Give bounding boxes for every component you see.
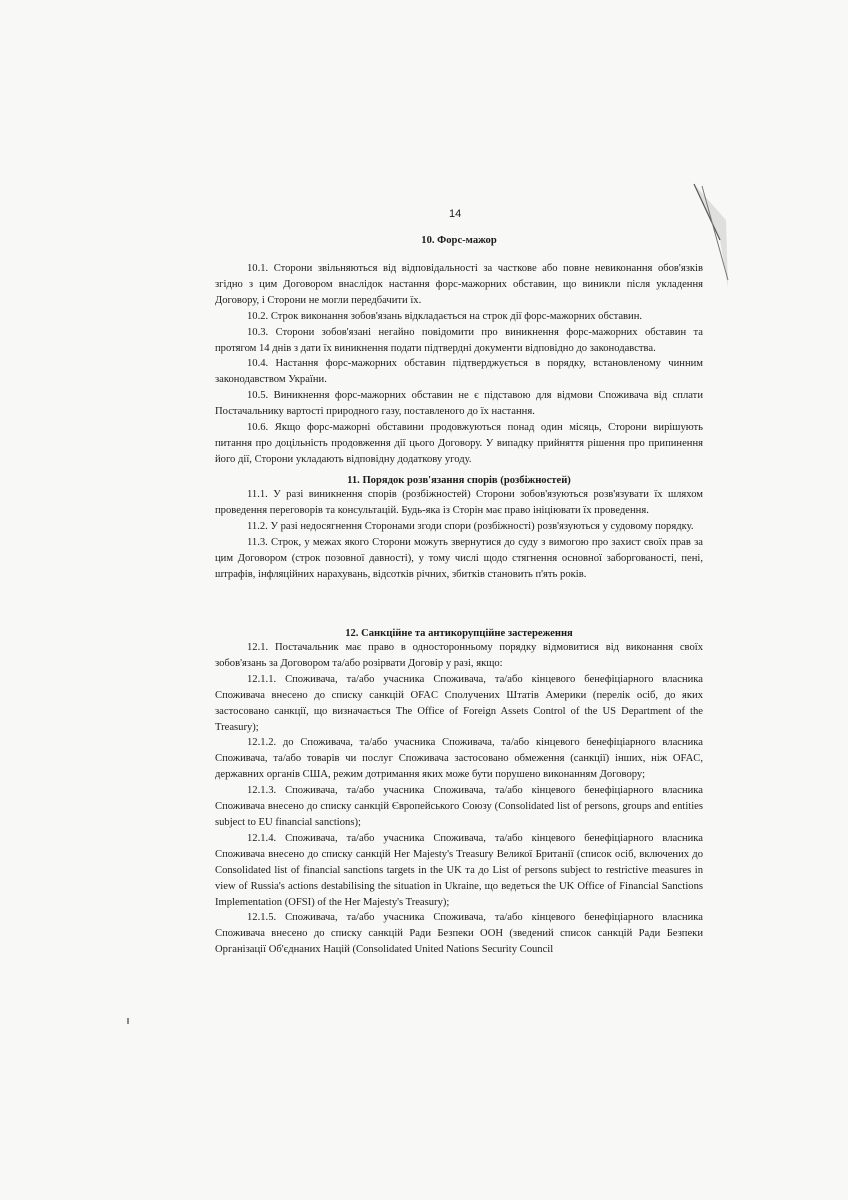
paragraph-10-3: 10.3. Сторони зобов'язані негайно повідомити про виникнення форс-мажорних обставин та протягом 14 днів з дати їх виникнення подати підтвердні документи відповідно до законодавства. — [215, 326, 703, 354]
scan-mark — [127, 1018, 129, 1024]
paragraph-11-2: 11.2. У разі недосягнення Сторонами згоди спори (розбіжності) розв'язуються у судовому порядку. — [247, 520, 694, 532]
section-11-heading: 11. Порядок розв'язання спорів (розбіжностей) — [347, 475, 571, 486]
paragraph-10-2: 10.2. Строк виконання зобов'язань відкладається на строк дії форс-мажорних обставин. — [247, 310, 643, 322]
paragraph-10-5: 10.5. Виникнення форс-мажорних обставин не є підставою для відмови Споживача від сплати Постачальнику вартості природного газу, поставленого до їх настання. — [215, 390, 703, 418]
paragraph-12-1: 12.1. Постачальник має право в односторонньому порядку відмовитися від виконання своїх зобов'язань за Договором та/або розірвати Договір у разі, якщо: — [215, 642, 703, 669]
section-12-heading: 12. Санкційне та антикорупційне застереження — [345, 628, 573, 639]
paragraph-12-1-5: 12.1.5. Споживача, та/або учасника Споживача, та/або кінцевого бенефіціарного власника Споживача внесено до списку санкцій Ради Безпеки ООН (зведений список санкцій Ради Безпеки Організації Об'єднаних Націй (Consolidated United Nations Security Council — [215, 912, 703, 956]
paragraph-12-1-2: 12.1.2. до Споживача, та/або учасника Споживача, та/або кінцевого бенефіціарного власника Споживача, та/або товарів чи послуг Споживача застосовано обмеження (санкції) інших, ніж OFAC, державних органів США, режим дотримання яких може бути порушено виконанням Договору; — [215, 737, 703, 781]
paragraph-12-1-1: 12.1.1. Споживача, та/або учасника Споживача, та/або кінцевого бенефіціарного власника Споживача внесено до списку санкцій OFAC Сполучених Штатів Америки (перелік осіб, до яких застосовано санкції, що визначається The Office of Foreign Assets Control of the US Department of the Treasury); — [215, 673, 703, 733]
paragraph-10-6: 10.6. Якщо форс-мажорні обставини продовжуються понад один місяць, Сторони вирішують питання про доцільність продовження дії цього Договору. У випадку прийняття рішення про припинення його дії, Сторони укладають відповідну додаткову угоду. — [215, 422, 703, 465]
section-12 — [215, 640, 703, 958]
section-10-heading: 10. Форс-мажор — [421, 235, 497, 246]
section-10 — [215, 261, 703, 468]
paragraph-11-3: 11.3. Строк, у межах якого Сторони можуть звернутися до суду з вимогою про захист своїх прав за цим Договором (строк позовної давності), у тому числі щодо стягнення основної заборгованості, пені, штрафів, інфляційних нарахувань, відсотків річних, збитків становить п'ять років. — [215, 536, 703, 580]
paragraph-12-1-3: 12.1.3. Споживача, та/або учасника Споживача, та/або кінцевого бенефіціарного власника Споживача внесено до списку санкцій Європейського Союзу (Consolidated list of persons, groups and entities subject to EU financial sanctions); — [215, 785, 703, 828]
paragraph-10-4: 10.4. Настання форс-мажорних обставин підтверджується в порядку, встановленому чинним законодавством України. — [215, 358, 703, 386]
section-11 — [215, 487, 703, 582]
paragraph-10-1: 10.1. Сторони звільняються від відповідальності за часткове або повне невиконання обов'язків згідно з цим Договором внаслідок настання форс-мажорних обставин, що виникли після укладення Договору, і Сторони не могли передбачити їх. — [215, 263, 703, 306]
paragraph-11-1: 11.1. У разі виникнення спорів (розбіжностей) Сторони зобов'язуються розв'язувати їх шляхом проведення переговорів та консультацій. Будь-яка із Сторін має право ініціювати їх проведення. — [215, 489, 703, 516]
paragraph-12-1-4: 12.1.4. Споживача, та/або учасника Споживача, та/або кінцевого бенефіціарного власника Споживача внесено до списку санкцій Her Majesty's Treasury Великої Британії (список осіб, включених до Consolidated list of financial sanctions targets in the UK та до List of persons subject to restrictive measures in view of Russia's actions destabilising the situation in Ukraine, що ведеться the UK Office of Financial Sanctions Implementation (OFSI) of the Her Majesty's Treasury); — [215, 832, 703, 908]
page-number: 14 — [449, 208, 462, 220]
